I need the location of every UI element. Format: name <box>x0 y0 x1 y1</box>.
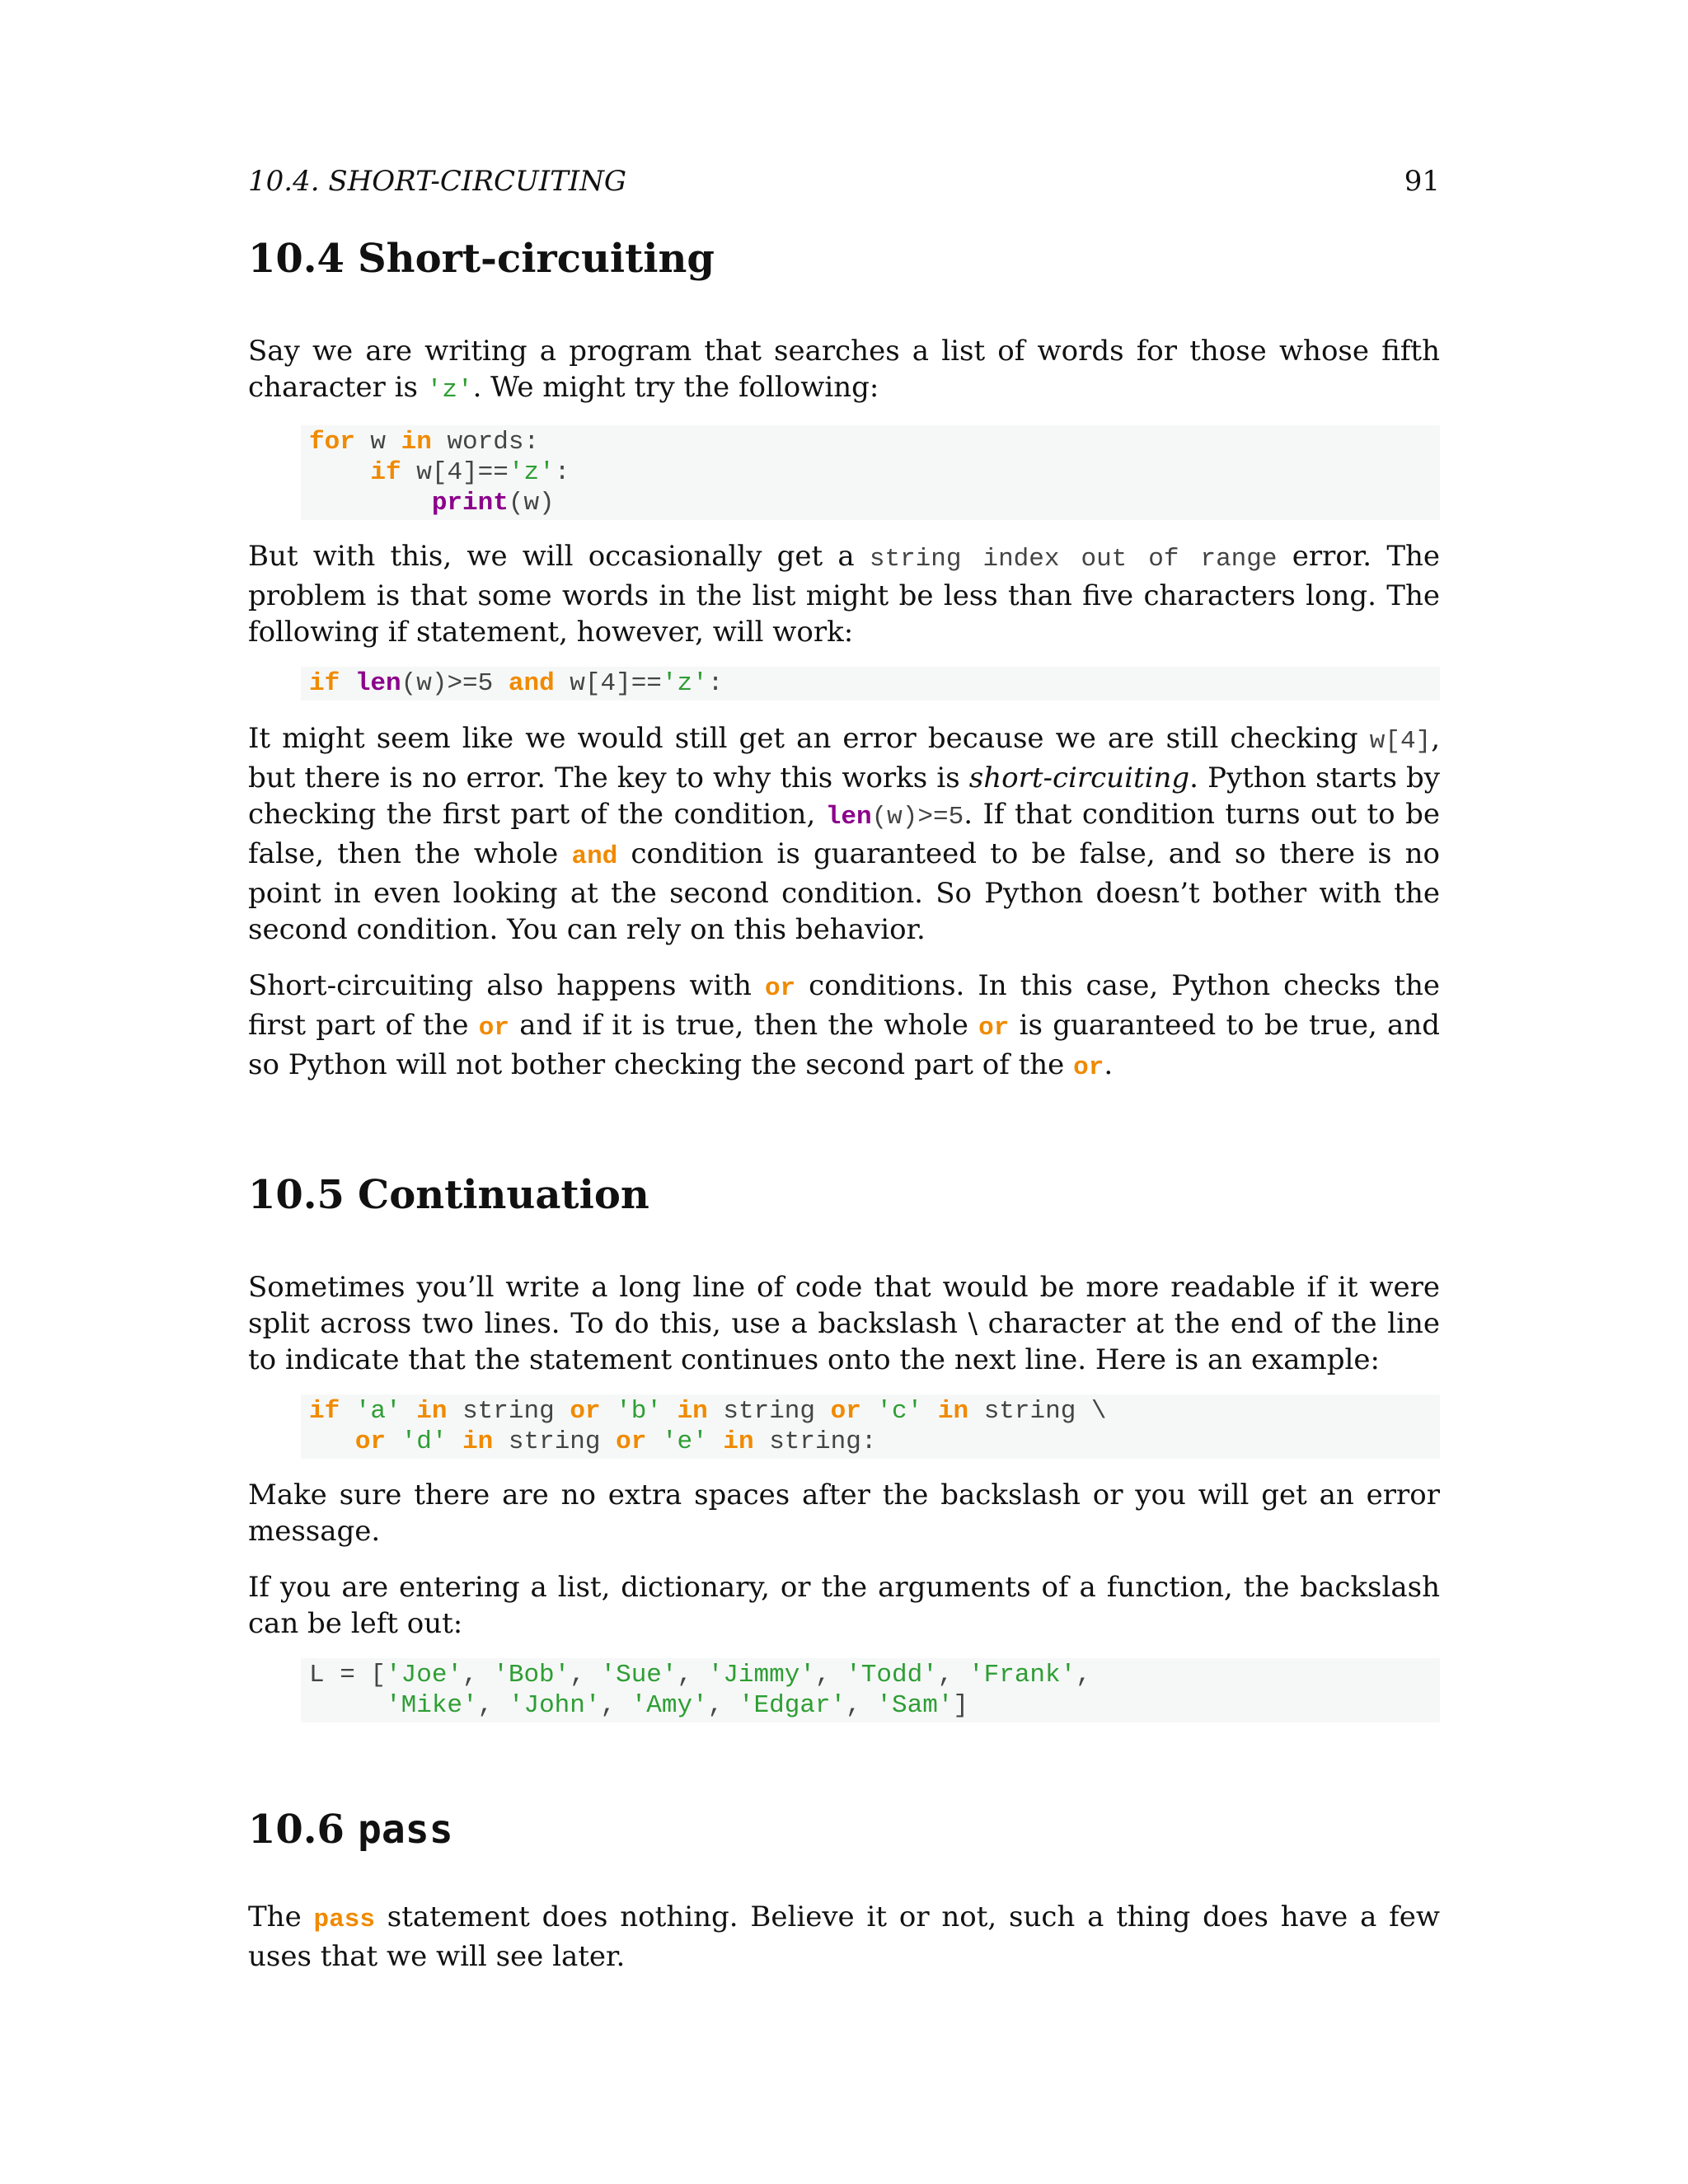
section-title: Short-circuiting <box>358 236 715 282</box>
section-heading-10-6 <box>248 1807 1440 1853</box>
code-block: if 'a' in string or 'b' in string or 'c' in string \ or 'd' in string or 'e' in string: <box>301 1394 1440 1459</box>
section-title: pass <box>358 1807 453 1853</box>
inline-code: and <box>571 842 618 871</box>
page <box>248 165 1440 1975</box>
inline-code: w[4] <box>1369 727 1432 756</box>
paragraph: Make sure there are no extra spaces after the backslash or you will get an error message. <box>248 1479 1440 1548</box>
inline-code: or <box>764 974 796 1003</box>
paragraph: Sometimes you’ll write a long line of code that would be more readable if it were split across two lines. To do this, use a backslash \ character at the end of the line to indicate that the statement continues onto the next line. Here is an example: <box>248 1271 1440 1376</box>
inline-code: string index out of range <box>869 545 1278 574</box>
paragraph: Say we are writing a program that searches a list of words for those whose fifth character is 'z'. We might try the following: <box>248 335 1440 405</box>
section-number: 10.5 <box>248 1172 345 1218</box>
code-block: if len(w)>=5 and w[4]=='z': <box>301 667 1440 701</box>
code-block: L = ['Joe', 'Bob', 'Sue', 'Jimmy', 'Todd', 'Frank', 'Mike', 'John', 'Amy', 'Edgar', 'Sam'] <box>301 1658 1440 1722</box>
section-heading-10-4 <box>248 236 1440 282</box>
section-number: 10.6 <box>248 1807 345 1853</box>
page-number: 91 <box>1404 165 1440 198</box>
section-title: Continuation <box>358 1172 649 1218</box>
running-header <box>248 165 1440 206</box>
paragraph: If you are entering a list, dictionary, or the arguments of a function, the backslash can be left out: <box>248 1571 1440 1640</box>
paragraph: It might seem like we would still get an error because we are still checking w[4], but there is no error. The key to why this works is short-circuiting. Python starts by checking the first part of the condition, len(w)>=5. If that condition turns out to be false, then the whole and condition is guaranteed to be false, and so there is no point in even looking at the second condition. So Python doesn’t bother with the second condition. You can rely on this behavior. <box>248 722 1441 946</box>
paragraph: Short-circuiting also happens with or conditions. In this case, Python checks the first part of the or and if it is true, then the whole or is guaranteed to be true, and so Python will not bother checking the second part of the or. <box>248 969 1441 1082</box>
inline-code: or <box>478 1014 510 1043</box>
code-block: for w in words: if w[4]=='z': print(w) <box>301 425 1440 520</box>
running-title: 10.4. SHORT-CIRCUITING <box>248 165 627 198</box>
paragraph: But with this, we will occasionally get a string index out of range error. The problem is that some words in the list might be less than five characters long. The following if statement, however, will work: <box>248 540 1441 649</box>
inline-code: or <box>1073 1053 1104 1082</box>
section-number: 10.4 <box>248 236 345 282</box>
inline-code: pass <box>313 1905 375 1934</box>
inline-code: len <box>825 803 872 832</box>
paragraph: The pass statement does nothing. Believe it or not, such a thing does have a few uses that we will see later. <box>248 1900 1440 1973</box>
inline-code: 'z' <box>426 376 473 405</box>
section-heading-10-5 <box>248 1172 1440 1218</box>
inline-code: or <box>978 1014 1010 1043</box>
